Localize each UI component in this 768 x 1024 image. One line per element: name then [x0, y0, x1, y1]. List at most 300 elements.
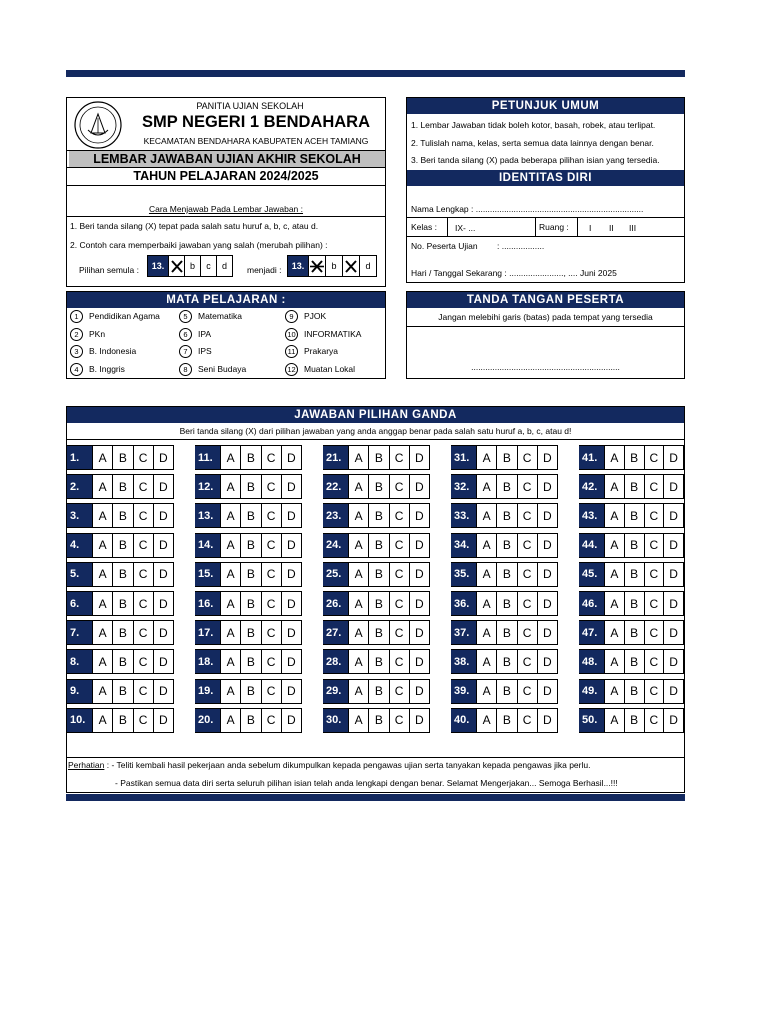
- answer-option-c[interactable]: C: [133, 621, 153, 644]
- answer-option-a[interactable]: A: [476, 504, 496, 527]
- answer-option-a[interactable]: A: [348, 709, 368, 732]
- answer-option-d[interactable]: D: [409, 592, 429, 615]
- answer-option-d[interactable]: D: [409, 621, 429, 644]
- answer-option-d[interactable]: D: [409, 563, 429, 586]
- answer-option-a[interactable]: A: [604, 446, 624, 469]
- answer-option-d[interactable]: D: [537, 680, 557, 703]
- question-number: 33.: [451, 504, 476, 527]
- answer-option-b[interactable]: B: [496, 504, 516, 527]
- subject-item[interactable]: [285, 328, 361, 341]
- subject-number-circle: 8: [179, 363, 192, 376]
- exam-number-label: No. Peserta Ujian: [411, 241, 478, 251]
- answer-option-d[interactable]: D: [281, 621, 301, 644]
- answer-option-c[interactable]: C: [644, 563, 664, 586]
- school-emblem-icon: [71, 100, 125, 150]
- question-number: 23.: [323, 504, 348, 527]
- answer-row: [579, 445, 684, 470]
- answer-option-b[interactable]: B: [240, 534, 260, 557]
- answer-row: [579, 562, 684, 587]
- answer-option-b[interactable]: B: [112, 446, 132, 469]
- answer-row: [451, 474, 558, 499]
- question-number: 2.: [67, 475, 92, 498]
- answer-row: [579, 591, 684, 616]
- answer-option-c[interactable]: C: [389, 504, 409, 527]
- answer-option-a[interactable]: A: [220, 534, 240, 557]
- question-number: 18.: [195, 650, 220, 673]
- answer-option-c[interactable]: C: [389, 650, 409, 673]
- signature-line[interactable]: ...............................................................: [471, 362, 620, 372]
- answer-row: [195, 503, 302, 528]
- answer-row: [195, 649, 302, 674]
- answer-row: [323, 620, 430, 645]
- answer-option-a[interactable]: A: [604, 650, 624, 673]
- answer-option-c[interactable]: C: [261, 680, 281, 703]
- answer-option-b[interactable]: B: [496, 709, 516, 732]
- answer-option-b[interactable]: B: [496, 534, 516, 557]
- answer-option-a[interactable]: A: [604, 475, 624, 498]
- answer-option-d[interactable]: D: [537, 504, 557, 527]
- question-number: 50.: [579, 709, 604, 732]
- answer-option-c[interactable]: C: [644, 709, 664, 732]
- room-option-1[interactable]: I: [589, 223, 592, 233]
- answer-option-b[interactable]: B: [240, 504, 260, 527]
- answer-row: [67, 533, 174, 558]
- answer-option-c[interactable]: C: [517, 475, 537, 498]
- answer-row: [451, 533, 558, 558]
- answer-option-d[interactable]: D: [663, 621, 683, 644]
- answer-option-b[interactable]: B: [496, 475, 516, 498]
- answer-option-a[interactable]: A: [348, 446, 368, 469]
- answer-option-a[interactable]: A: [604, 534, 624, 557]
- year-label: TAHUN PELAJARAN 2024/2025: [133, 169, 319, 183]
- answer-option-a[interactable]: A: [476, 709, 496, 732]
- answer-option-c[interactable]: C: [389, 592, 409, 615]
- answer-option-b[interactable]: B: [368, 621, 388, 644]
- answer-row: [67, 591, 174, 616]
- answer-row: [67, 679, 174, 704]
- answer-option-a[interactable]: A: [476, 534, 496, 557]
- answer-option-c[interactable]: C: [133, 680, 153, 703]
- identity-title: IDENTITAS DIRI: [407, 170, 684, 186]
- answer-option-d[interactable]: D: [153, 709, 173, 732]
- answer-option-b[interactable]: B: [496, 621, 516, 644]
- subject-item[interactable]: [179, 363, 246, 376]
- example-option-c: c: [200, 256, 216, 276]
- answer-option-d[interactable]: D: [663, 650, 683, 673]
- answer-option-d[interactable]: D: [281, 680, 301, 703]
- answer-option-d[interactable]: D: [537, 709, 557, 732]
- answer-option-a[interactable]: A: [220, 709, 240, 732]
- answer-option-c[interactable]: C: [644, 475, 664, 498]
- answer-option-a[interactable]: A: [348, 504, 368, 527]
- answer-option-a[interactable]: A: [220, 650, 240, 673]
- answer-option-d[interactable]: D: [281, 709, 301, 732]
- name-field[interactable]: Nama Lengkap : .......................................................................: [411, 204, 644, 214]
- instruction-item: 1. Lembar Jawaban tidak boleh kotor, basah, robek, atau terlipat.: [411, 120, 656, 130]
- answer-option-c[interactable]: C: [261, 621, 281, 644]
- answer-option-d[interactable]: D: [153, 475, 173, 498]
- answer-option-c[interactable]: C: [133, 563, 153, 586]
- subject-item[interactable]: [70, 363, 125, 376]
- answer-option-a[interactable]: A: [92, 709, 112, 732]
- subject-item[interactable]: [179, 345, 212, 358]
- answer-option-c[interactable]: C: [133, 504, 153, 527]
- answer-row: [67, 620, 174, 645]
- answer-option-d[interactable]: D: [409, 709, 429, 732]
- answer-option-b[interactable]: B: [368, 592, 388, 615]
- question-number: 24.: [323, 534, 348, 557]
- answer-option-d[interactable]: D: [663, 534, 683, 557]
- answer-option-c[interactable]: C: [644, 534, 664, 557]
- answer-option-d[interactable]: D: [663, 563, 683, 586]
- answer-option-d[interactable]: D: [537, 534, 557, 557]
- subject-number-circle: 12: [285, 363, 298, 376]
- answer-option-b[interactable]: B: [240, 563, 260, 586]
- answer-option-b[interactable]: B: [112, 475, 132, 498]
- answer-option-d[interactable]: D: [153, 592, 173, 615]
- answer-option-a[interactable]: A: [348, 621, 368, 644]
- subject-item[interactable]: [179, 328, 211, 341]
- answer-option-d[interactable]: D: [281, 534, 301, 557]
- answer-option-b[interactable]: B: [496, 680, 516, 703]
- answer-option-c[interactable]: C: [261, 534, 281, 557]
- answer-option-b[interactable]: B: [624, 592, 644, 615]
- answer-option-a[interactable]: A: [348, 563, 368, 586]
- answer-option-d[interactable]: D: [153, 504, 173, 527]
- subject-label: Muatan Lokal: [304, 363, 356, 374]
- answer-option-a[interactable]: A: [220, 680, 240, 703]
- answer-option-a[interactable]: A: [92, 534, 112, 557]
- answer-option-d[interactable]: D: [153, 680, 173, 703]
- answer-option-c[interactable]: C: [133, 709, 153, 732]
- answer-option-c[interactable]: C: [389, 621, 409, 644]
- example-initial: [147, 255, 233, 277]
- answer-option-a[interactable]: A: [92, 475, 112, 498]
- answer-option-b[interactable]: B: [112, 621, 132, 644]
- answer-option-b[interactable]: B: [368, 475, 388, 498]
- answer-option-c[interactable]: C: [133, 475, 153, 498]
- answer-option-a[interactable]: A: [348, 475, 368, 498]
- answer-option-c[interactable]: C: [389, 680, 409, 703]
- top-bar: [66, 70, 685, 77]
- answer-option-a[interactable]: A: [348, 592, 368, 615]
- answer-option-a[interactable]: A: [92, 504, 112, 527]
- subject-number-circle: 7: [179, 345, 192, 358]
- answer-option-b[interactable]: B: [624, 563, 644, 586]
- answer-option-c[interactable]: C: [133, 446, 153, 469]
- answer-option-b[interactable]: B: [240, 680, 260, 703]
- answer-option-d[interactable]: D: [663, 504, 683, 527]
- answer-option-d[interactable]: D: [663, 475, 683, 498]
- answer-option-c[interactable]: C: [517, 621, 537, 644]
- answer-option-d[interactable]: D: [281, 446, 301, 469]
- answer-option-b[interactable]: B: [624, 650, 644, 673]
- answer-option-b[interactable]: B: [496, 592, 516, 615]
- answer-option-d[interactable]: D: [153, 446, 173, 469]
- answer-option-a[interactable]: A: [348, 680, 368, 703]
- question-number: 29.: [323, 680, 348, 703]
- answer-option-a[interactable]: A: [604, 680, 624, 703]
- answer-option-d[interactable]: D: [663, 680, 683, 703]
- school-name: SMP NEGERI 1 BENDAHARA: [142, 113, 370, 131]
- answer-option-b[interactable]: B: [240, 446, 260, 469]
- room-option-3[interactable]: III: [629, 223, 637, 233]
- subject-item[interactable]: [70, 345, 136, 358]
- answer-option-d[interactable]: D: [153, 621, 173, 644]
- subject-number-circle: 11: [285, 345, 298, 358]
- subject-number-circle: 6: [179, 328, 192, 341]
- answer-option-c[interactable]: C: [517, 563, 537, 586]
- subject-item[interactable]: [70, 328, 105, 341]
- answer-option-c[interactable]: C: [389, 709, 409, 732]
- answer-option-b[interactable]: B: [112, 534, 132, 557]
- answer-option-c[interactable]: C: [389, 446, 409, 469]
- answer-option-c[interactable]: C: [517, 446, 537, 469]
- question-number: 9.: [67, 680, 92, 703]
- example-option-b: b: [325, 256, 342, 276]
- answer-row: [451, 679, 558, 704]
- answer-option-c[interactable]: C: [261, 563, 281, 586]
- answer-option-d[interactable]: D: [663, 709, 683, 732]
- question-number: 40.: [451, 709, 476, 732]
- answer-option-b[interactable]: B: [240, 621, 260, 644]
- question-number: 10.: [67, 709, 92, 732]
- answer-option-b[interactable]: B: [496, 650, 516, 673]
- answer-option-a[interactable]: A: [220, 563, 240, 586]
- answer-option-d[interactable]: D: [281, 475, 301, 498]
- answer-option-c[interactable]: C: [517, 534, 537, 557]
- question-number: 49.: [579, 680, 604, 703]
- example-corrected: [287, 255, 377, 277]
- answer-option-b[interactable]: B: [624, 446, 644, 469]
- subject-number-circle: 4: [70, 363, 83, 376]
- answer-option-a[interactable]: A: [92, 446, 112, 469]
- question-number: 43.: [579, 504, 604, 527]
- answer-option-a[interactable]: A: [604, 592, 624, 615]
- answer-option-a[interactable]: A: [348, 534, 368, 557]
- answer-option-d[interactable]: D: [281, 504, 301, 527]
- answer-option-a[interactable]: A: [476, 650, 496, 673]
- answer-option-d[interactable]: D: [537, 621, 557, 644]
- answer-option-c[interactable]: C: [133, 650, 153, 673]
- question-number: 1.: [67, 446, 92, 469]
- class-label: Kelas :: [411, 222, 437, 232]
- answer-option-b[interactable]: B: [624, 621, 644, 644]
- answer-option-c[interactable]: C: [644, 650, 664, 673]
- answer-option-c[interactable]: C: [133, 534, 153, 557]
- exam-number-field[interactable]: : ..................: [497, 241, 545, 251]
- answer-option-d[interactable]: D: [663, 446, 683, 469]
- date-field[interactable]: Hari / Tanggal Sekarang : ......................., .... Juni 2025: [411, 268, 617, 278]
- subject-label: Prakarya: [304, 345, 339, 356]
- answer-option-a[interactable]: A: [348, 650, 368, 673]
- question-number: 46.: [579, 592, 604, 615]
- answer-option-b[interactable]: B: [496, 446, 516, 469]
- answer-row: [323, 503, 430, 528]
- answer-option-c[interactable]: C: [261, 650, 281, 673]
- answer-option-b[interactable]: B: [624, 534, 644, 557]
- question-number: 41.: [579, 446, 604, 469]
- answer-option-a[interactable]: A: [92, 621, 112, 644]
- answer-option-b[interactable]: B: [240, 709, 260, 732]
- answer-option-d[interactable]: D: [537, 563, 557, 586]
- answer-option-d[interactable]: D: [409, 680, 429, 703]
- answer-grid: [67, 445, 684, 741]
- answer-option-b[interactable]: B: [112, 592, 132, 615]
- answer-option-c[interactable]: C: [389, 475, 409, 498]
- answer-option-c[interactable]: C: [517, 680, 537, 703]
- answer-row: [451, 445, 558, 470]
- answer-option-d[interactable]: D: [537, 475, 557, 498]
- subject-label: Seni Budaya: [198, 363, 247, 374]
- question-number: 28.: [323, 650, 348, 673]
- answer-option-b[interactable]: B: [624, 504, 644, 527]
- answer-option-b[interactable]: B: [368, 504, 388, 527]
- answer-row: [195, 445, 302, 470]
- subject-item[interactable]: [285, 345, 338, 358]
- answer-option-d[interactable]: D: [281, 592, 301, 615]
- answer-option-b[interactable]: B: [368, 534, 388, 557]
- answer-option-d[interactable]: D: [409, 504, 429, 527]
- answer-option-c[interactable]: C: [644, 592, 664, 615]
- answer-option-b[interactable]: B: [112, 680, 132, 703]
- answer-option-d[interactable]: D: [537, 592, 557, 615]
- answer-option-a[interactable]: A: [476, 446, 496, 469]
- answer-option-c[interactable]: C: [261, 592, 281, 615]
- answer-option-b[interactable]: B: [368, 650, 388, 673]
- answer-option-a[interactable]: A: [220, 504, 240, 527]
- answer-option-b[interactable]: B: [112, 650, 132, 673]
- answer-option-c[interactable]: C: [261, 709, 281, 732]
- answer-option-a[interactable]: A: [604, 709, 624, 732]
- answer-option-b[interactable]: B: [624, 709, 644, 732]
- example-number: 13.: [288, 256, 308, 276]
- answer-option-a[interactable]: A: [604, 504, 624, 527]
- answer-option-c[interactable]: C: [261, 446, 281, 469]
- answer-option-c[interactable]: C: [644, 446, 664, 469]
- answer-option-d[interactable]: D: [409, 534, 429, 557]
- answer-option-c[interactable]: C: [644, 680, 664, 703]
- answer-option-d[interactable]: D: [409, 475, 429, 498]
- question-number: 15.: [195, 563, 220, 586]
- answer-option-a[interactable]: A: [604, 621, 624, 644]
- question-number: 39.: [451, 680, 476, 703]
- example-number: 13.: [148, 256, 168, 276]
- answer-row: [195, 708, 302, 733]
- answer-option-a[interactable]: A: [604, 563, 624, 586]
- question-number: 47.: [579, 621, 604, 644]
- answer-row: [579, 474, 684, 499]
- answer-option-d[interactable]: D: [663, 592, 683, 615]
- answer-option-c[interactable]: C: [389, 534, 409, 557]
- answer-option-c[interactable]: C: [133, 592, 153, 615]
- answer-option-a[interactable]: A: [476, 475, 496, 498]
- question-number: 5.: [67, 563, 92, 586]
- answer-option-a[interactable]: A: [220, 475, 240, 498]
- room-option-2[interactable]: II: [609, 223, 614, 233]
- answer-option-b[interactable]: B: [112, 563, 132, 586]
- answer-option-d[interactable]: D: [281, 650, 301, 673]
- sheet-title: LEMBAR JAWABAN UJIAN AKHIR SEKOLAH: [69, 151, 385, 167]
- subjects-title: MATA PELAJARAN :: [67, 292, 385, 308]
- subject-item[interactable]: [285, 363, 355, 376]
- answer-row: [67, 649, 174, 674]
- answer-option-c[interactable]: C: [389, 563, 409, 586]
- answer-option-d[interactable]: D: [537, 650, 557, 673]
- subject-number-circle: 5: [179, 310, 192, 323]
- answer-option-d[interactable]: D: [153, 534, 173, 557]
- subject-item[interactable]: [179, 310, 242, 323]
- attention-label: Perhatian: [68, 760, 105, 770]
- answer-row: [67, 562, 174, 587]
- subject-item[interactable]: [70, 310, 160, 323]
- instruction-item: 2. Tulislah nama, kelas, serta semua data lainnya dengan benar.: [411, 138, 654, 148]
- header-box: [66, 97, 386, 287]
- answer-option-b[interactable]: B: [240, 592, 260, 615]
- class-field[interactable]: IX- ...: [455, 223, 476, 233]
- answer-option-a[interactable]: A: [220, 592, 240, 615]
- answer-option-b[interactable]: B: [368, 563, 388, 586]
- answer-option-c[interactable]: C: [644, 504, 664, 527]
- answer-option-b[interactable]: B: [368, 680, 388, 703]
- answer-row: [67, 503, 174, 528]
- question-number: 12.: [195, 475, 220, 498]
- answer-option-b[interactable]: B: [368, 446, 388, 469]
- answer-option-c[interactable]: C: [261, 504, 281, 527]
- answer-row: [451, 503, 558, 528]
- answer-option-a[interactable]: A: [92, 680, 112, 703]
- answer-option-c[interactable]: C: [517, 592, 537, 615]
- answer-option-a[interactable]: A: [220, 446, 240, 469]
- answer-option-b[interactable]: B: [112, 504, 132, 527]
- answer-option-b[interactable]: B: [496, 563, 516, 586]
- answer-option-b[interactable]: B: [624, 680, 644, 703]
- answer-option-a[interactable]: A: [92, 592, 112, 615]
- subject-label: INFORMATIKA: [304, 328, 362, 339]
- answer-option-d[interactable]: D: [537, 446, 557, 469]
- answer-option-b[interactable]: B: [368, 709, 388, 732]
- answer-option-a[interactable]: A: [92, 563, 112, 586]
- answer-option-c[interactable]: C: [644, 621, 664, 644]
- answer-option-a[interactable]: A: [476, 680, 496, 703]
- answer-option-c[interactable]: C: [517, 650, 537, 673]
- answer-option-a[interactable]: A: [476, 592, 496, 615]
- initial-label: Pilihan semula :: [79, 265, 140, 275]
- answer-option-b[interactable]: B: [112, 709, 132, 732]
- answer-row: [451, 708, 558, 733]
- answer-option-a[interactable]: A: [92, 650, 112, 673]
- subject-item[interactable]: [285, 310, 326, 323]
- answer-row: [451, 620, 558, 645]
- answer-option-b[interactable]: B: [240, 650, 260, 673]
- answer-option-d[interactable]: D: [153, 563, 173, 586]
- answer-option-a[interactable]: A: [476, 621, 496, 644]
- answer-option-d[interactable]: D: [409, 446, 429, 469]
- answer-option-c[interactable]: C: [261, 475, 281, 498]
- answer-row: [579, 533, 684, 558]
- answer-option-b[interactable]: B: [240, 475, 260, 498]
- answer-option-d[interactable]: D: [409, 650, 429, 673]
- became-label: menjadi :: [247, 265, 282, 275]
- answer-option-a[interactable]: A: [476, 563, 496, 586]
- answer-option-d[interactable]: D: [153, 650, 173, 673]
- answer-option-c[interactable]: C: [517, 709, 537, 732]
- answer-option-c[interactable]: C: [517, 504, 537, 527]
- answer-option-d[interactable]: D: [281, 563, 301, 586]
- answer-option-b[interactable]: B: [624, 475, 644, 498]
- instruction-item: 3. Beri tanda silang (X) pada beberapa pilihan isian yang tersedia.: [411, 155, 660, 165]
- answer-option-a[interactable]: A: [220, 621, 240, 644]
